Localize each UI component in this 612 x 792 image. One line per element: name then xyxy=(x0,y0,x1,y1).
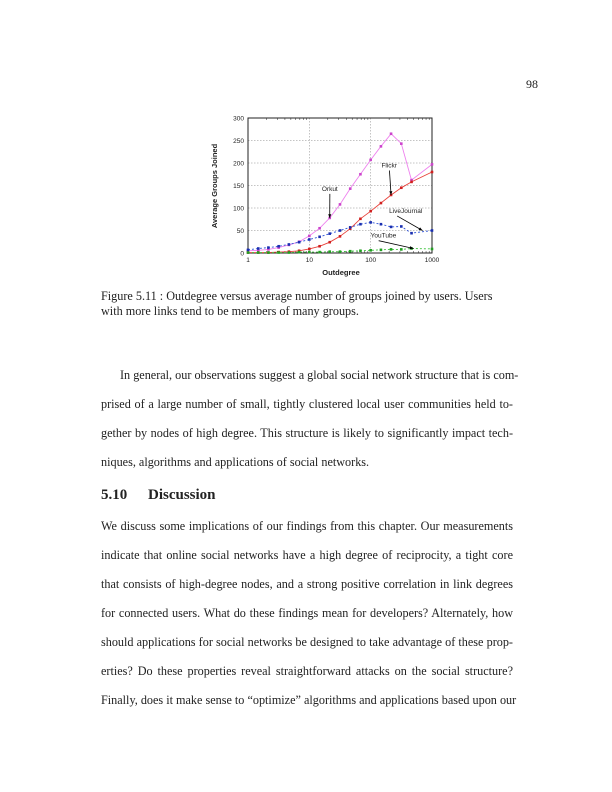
data-point-orkut xyxy=(431,163,434,166)
text-line: prised of a large number of small, tightly clustered local user communities held to- xyxy=(101,397,513,411)
x-tick-label: 10 xyxy=(305,257,313,264)
section-title: Discussion xyxy=(148,487,216,503)
figure-caption: Figure 5.11 : Outdegree versus average number of groups joined by users. Users with more links tend to be members of many groups. xyxy=(101,289,493,318)
data-point-youtube xyxy=(431,248,434,251)
page-number: 98 xyxy=(526,77,538,91)
y-tick-label: 50 xyxy=(236,228,244,235)
data-point-youtube xyxy=(318,251,321,254)
data-point-flickr xyxy=(308,248,311,251)
annotation-youtube: YouTube xyxy=(370,232,397,240)
data-point-flickr xyxy=(380,202,383,205)
annotation-livejournal: LiveJournal xyxy=(389,207,423,215)
series-line-orkut xyxy=(248,134,432,251)
text-line: Finally, does it make sense to “optimize” algorithms and applications based upon our xyxy=(101,693,517,707)
text-line: We discuss some implications of our findings from this chapter. Our measurements xyxy=(101,519,513,533)
data-point-flickr xyxy=(328,241,331,244)
data-point-livejournal xyxy=(349,226,352,229)
text-line: that consists of high-degree nodes, and a strong positive correlation in link degrees xyxy=(101,577,513,591)
data-point-youtube xyxy=(267,251,270,254)
data-point-livejournal xyxy=(308,238,311,241)
y-tick-label: 300 xyxy=(233,115,244,123)
section-number: 5.10 xyxy=(101,487,128,503)
data-point-flickr xyxy=(431,171,434,174)
data-point-youtube xyxy=(328,250,331,253)
data-point-youtube xyxy=(400,248,403,251)
data-point-orkut xyxy=(318,227,321,230)
paragraph-observations xyxy=(101,361,519,477)
data-point-livejournal xyxy=(318,236,321,239)
data-point-orkut xyxy=(359,173,362,176)
data-point-youtube xyxy=(380,249,383,252)
text-line: for connected users. What do these findings mean for developers? Alternately, how xyxy=(101,606,513,620)
chart-annotations xyxy=(322,163,423,250)
x-tick-label: 100 xyxy=(365,257,377,264)
data-point-youtube xyxy=(308,251,311,254)
data-point-livejournal xyxy=(298,241,301,244)
data-point-livejournal xyxy=(257,247,260,250)
data-point-flickr xyxy=(400,186,403,189)
data-point-flickr xyxy=(359,218,362,221)
data-point-youtube xyxy=(349,250,352,253)
data-point-flickr xyxy=(410,181,413,184)
data-point-youtube xyxy=(277,251,280,254)
section-heading xyxy=(101,487,216,504)
outdegree-groups-chart xyxy=(200,108,450,280)
data-point-livejournal xyxy=(328,232,331,235)
data-point-orkut xyxy=(400,142,403,145)
annotation-orkut: Orkut xyxy=(321,185,338,193)
data-point-livejournal xyxy=(390,226,393,229)
data-point-flickr xyxy=(339,235,342,238)
data-point-livejournal xyxy=(359,223,362,226)
y-tick-label: 0 xyxy=(240,250,244,258)
annotation-flickr: Flickr xyxy=(381,162,397,170)
data-point-youtube xyxy=(390,248,393,251)
y-tick-label: 250 xyxy=(233,138,244,145)
data-point-orkut xyxy=(349,187,352,190)
data-point-orkut xyxy=(308,235,311,238)
data-point-livejournal xyxy=(369,221,372,224)
data-point-livejournal xyxy=(277,245,280,248)
data-point-orkut xyxy=(339,203,342,206)
x-axis-label: Outdegree xyxy=(322,268,360,277)
text-line: should applications for social networks be designed to take advantage of these prop- xyxy=(101,635,513,649)
y-tick-label: 200 xyxy=(233,160,244,168)
data-point-livejournal xyxy=(410,232,413,235)
data-point-youtube xyxy=(339,250,342,253)
data-point-livejournal xyxy=(267,246,270,249)
data-point-youtube xyxy=(359,249,362,252)
data-point-orkut xyxy=(369,159,372,162)
data-point-orkut xyxy=(380,145,383,148)
data-point-youtube xyxy=(257,251,260,254)
data-point-livejournal xyxy=(380,223,383,226)
data-point-livejournal xyxy=(247,249,250,252)
data-point-youtube xyxy=(298,251,301,254)
text-line: gether by nodes of high degree. This structure is likely to significantly impact tech- xyxy=(101,426,513,440)
annotation-arrow xyxy=(397,216,422,231)
y-axis-label: Average Groups Joined xyxy=(210,143,219,229)
data-point-orkut xyxy=(390,132,393,135)
text-line: erties? Do these properties reveal straightforward attacks on the social structure? xyxy=(101,664,513,678)
data-point-flickr xyxy=(369,210,372,213)
y-tick-label: 100 xyxy=(233,205,244,213)
text-line: indicate that online social networks have a high degree of reciprocity, a tight core xyxy=(101,548,513,562)
chart-series xyxy=(247,132,434,253)
x-tick-label: 1 xyxy=(246,257,250,264)
data-point-flickr xyxy=(318,245,321,248)
y-tick-label: 150 xyxy=(233,183,244,190)
data-point-livejournal xyxy=(288,243,291,246)
data-point-youtube xyxy=(247,251,250,254)
text-line: In general, our observations suggest a global social network structure that is com- xyxy=(120,368,519,382)
data-point-livejournal xyxy=(339,229,342,232)
data-point-livejournal xyxy=(431,229,434,232)
data-point-youtube xyxy=(369,249,372,252)
paragraph-discussion xyxy=(101,512,517,715)
data-point-livejournal xyxy=(400,225,403,228)
text-line: niques, algorithms and applications of social networks. xyxy=(101,455,370,469)
annotation-arrow xyxy=(379,241,414,249)
x-tick-label: 1000 xyxy=(424,257,440,264)
data-point-youtube xyxy=(288,251,291,254)
